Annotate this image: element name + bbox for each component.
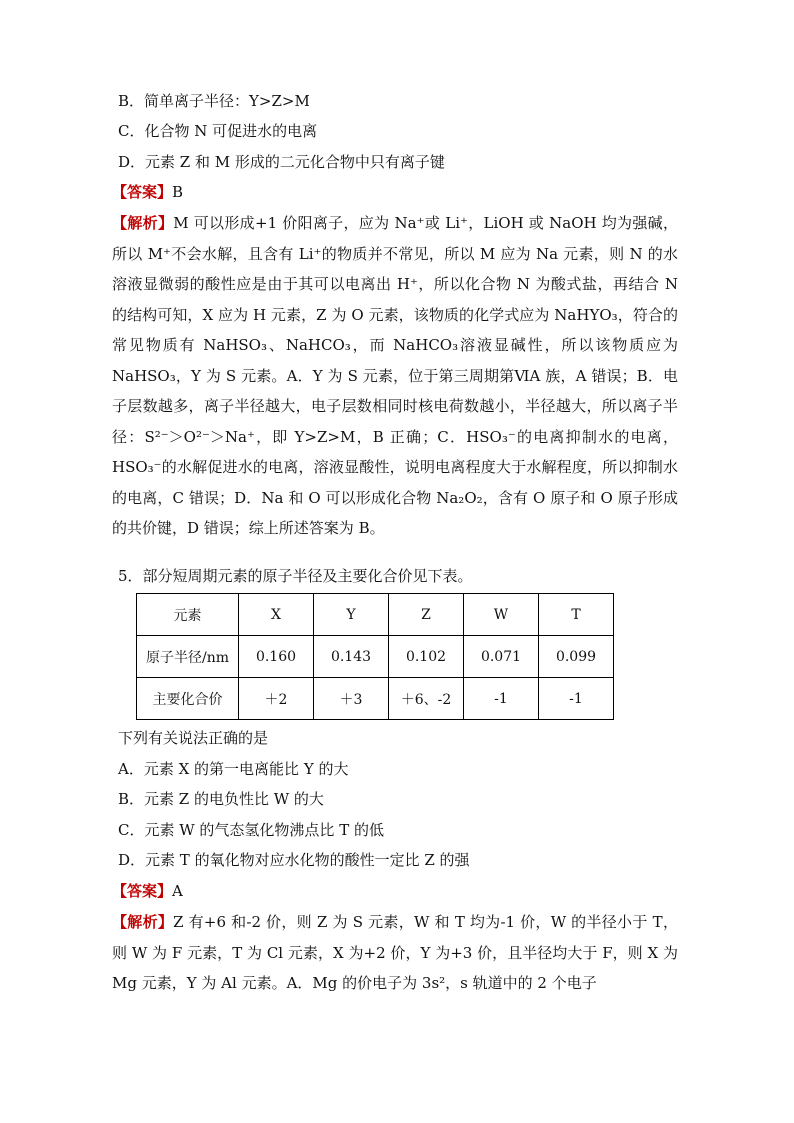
q4-option-d: D．元素 Z 和 M 形成的二元化合物中只有离子键	[118, 153, 445, 171]
analysis-tag: 【解析】	[112, 913, 174, 931]
table-header-cell: X	[239, 594, 314, 636]
table-cell: 0.143	[314, 636, 389, 678]
table-cell: 0.102	[389, 636, 464, 678]
q4-answer	[112, 182, 183, 202]
table-header-cell: 元素	[137, 594, 239, 636]
table-cell: ＋2	[239, 678, 314, 720]
q5-option-c: C．元素 W 的气态氢化物沸点比 T 的低	[118, 821, 384, 839]
table-cell: -1	[539, 678, 614, 720]
table-cell: ＋3	[314, 678, 389, 720]
answer-value: B	[172, 183, 184, 201]
q4-option-c: C．化合物 N 可促进水的电离	[118, 122, 318, 140]
q4-analysis	[112, 208, 678, 544]
table-cell: ＋6、-2	[389, 678, 464, 720]
table-header-cell: Y	[314, 594, 389, 636]
table-header-cell: T	[539, 594, 614, 636]
element-table	[136, 593, 614, 720]
answer-value: A	[172, 882, 183, 900]
table-cell: 原子半径/nm	[137, 636, 239, 678]
table-row	[137, 678, 614, 720]
analysis-text: M 可以形成+1 价阳离子，应为 Na⁺或 Li⁺，LiOH 或 NaOH 均为强碱，所以 M⁺不会水解，且含有 Li⁺的物质并不常见，所以 M 应为 Na 元素，则 N 的水溶液显微弱的酸性应是由于其可以电离出 H⁺，所以化合物 N 为酸式盐，再结合 N 的结构可知，X 应为 H 元素，Z 为 O 元素，该物质的化学式应为 NaHYO₃，符合的常见物质有 NaHSO₃、NaHCO₃，而 NaHCO₃溶液显碱性，所以该物质应为 NaHSO₃，Y 为 S 元素。A．Y 为 S 元素，位于第三周期第ⅥA 族，A 错误；B．电子层数越多，离子半径越大，电子层数相同时核电荷数越小，半径越大，所以离子半径：S²⁻＞O²⁻＞Na⁺，即 Y>Z>M，B 正确；C．HSO₃⁻的电离抑制水的电离，HSO₃⁻的水解促进水的电离，溶液显酸性，说明电离程度大于水解程度，所以抑制水的电离，C 错误；D．Na 和 O 可以形成化合物 Na₂O₂，含有 O 原子和 O 原子形成的共价键，D 错误；综上所述答案为 B。	[112, 214, 678, 537]
table-cell: 主要化合价	[137, 678, 239, 720]
table-cell: 0.099	[539, 636, 614, 678]
table-cell: 0.160	[239, 636, 314, 678]
analysis-tag: 【解析】	[112, 214, 174, 232]
answer-tag: 【答案】	[112, 183, 173, 201]
table-row	[137, 636, 614, 678]
q5-answer	[112, 881, 183, 901]
q5-stem: 5．部分短周期元素的原子半径及主要化合价见下表。	[118, 567, 473, 585]
table-header-cell: Z	[389, 594, 464, 636]
table-header-row	[137, 594, 614, 636]
table-cell: -1	[464, 678, 539, 720]
q5-analysis	[112, 907, 678, 999]
analysis-text: Z 有+6 和-2 价，则 Z 为 S 元素，W 和 T 均为-1 价，W 的半径小于 T，则 W 为 F 元素，T 为 Cl 元素，X 为+2 价，Y 为+3 价，且半径均大于 F，则 X 为 Mg 元素，Y 为 Al 元素。A．Mg 的价电子为 3s²，s 轨道中的 2 个电子	[112, 913, 678, 992]
table-header-cell: W	[464, 594, 539, 636]
q4-option-b: B．简单离子半径：Y>Z>M	[118, 92, 310, 110]
q5-question: 下列有关说法正确的是	[118, 729, 269, 747]
q5-option-d: D．元素 T 的氧化物对应水化物的酸性一定比 Z 的强	[118, 851, 470, 869]
q5-option-b: B．元素 Z 的电负性比 W 的大	[118, 790, 324, 808]
q5-option-a: A．元素 X 的第一电离能比 Y 的大	[118, 760, 349, 778]
answer-tag: 【答案】	[112, 882, 173, 900]
table-cell: 0.071	[464, 636, 539, 678]
